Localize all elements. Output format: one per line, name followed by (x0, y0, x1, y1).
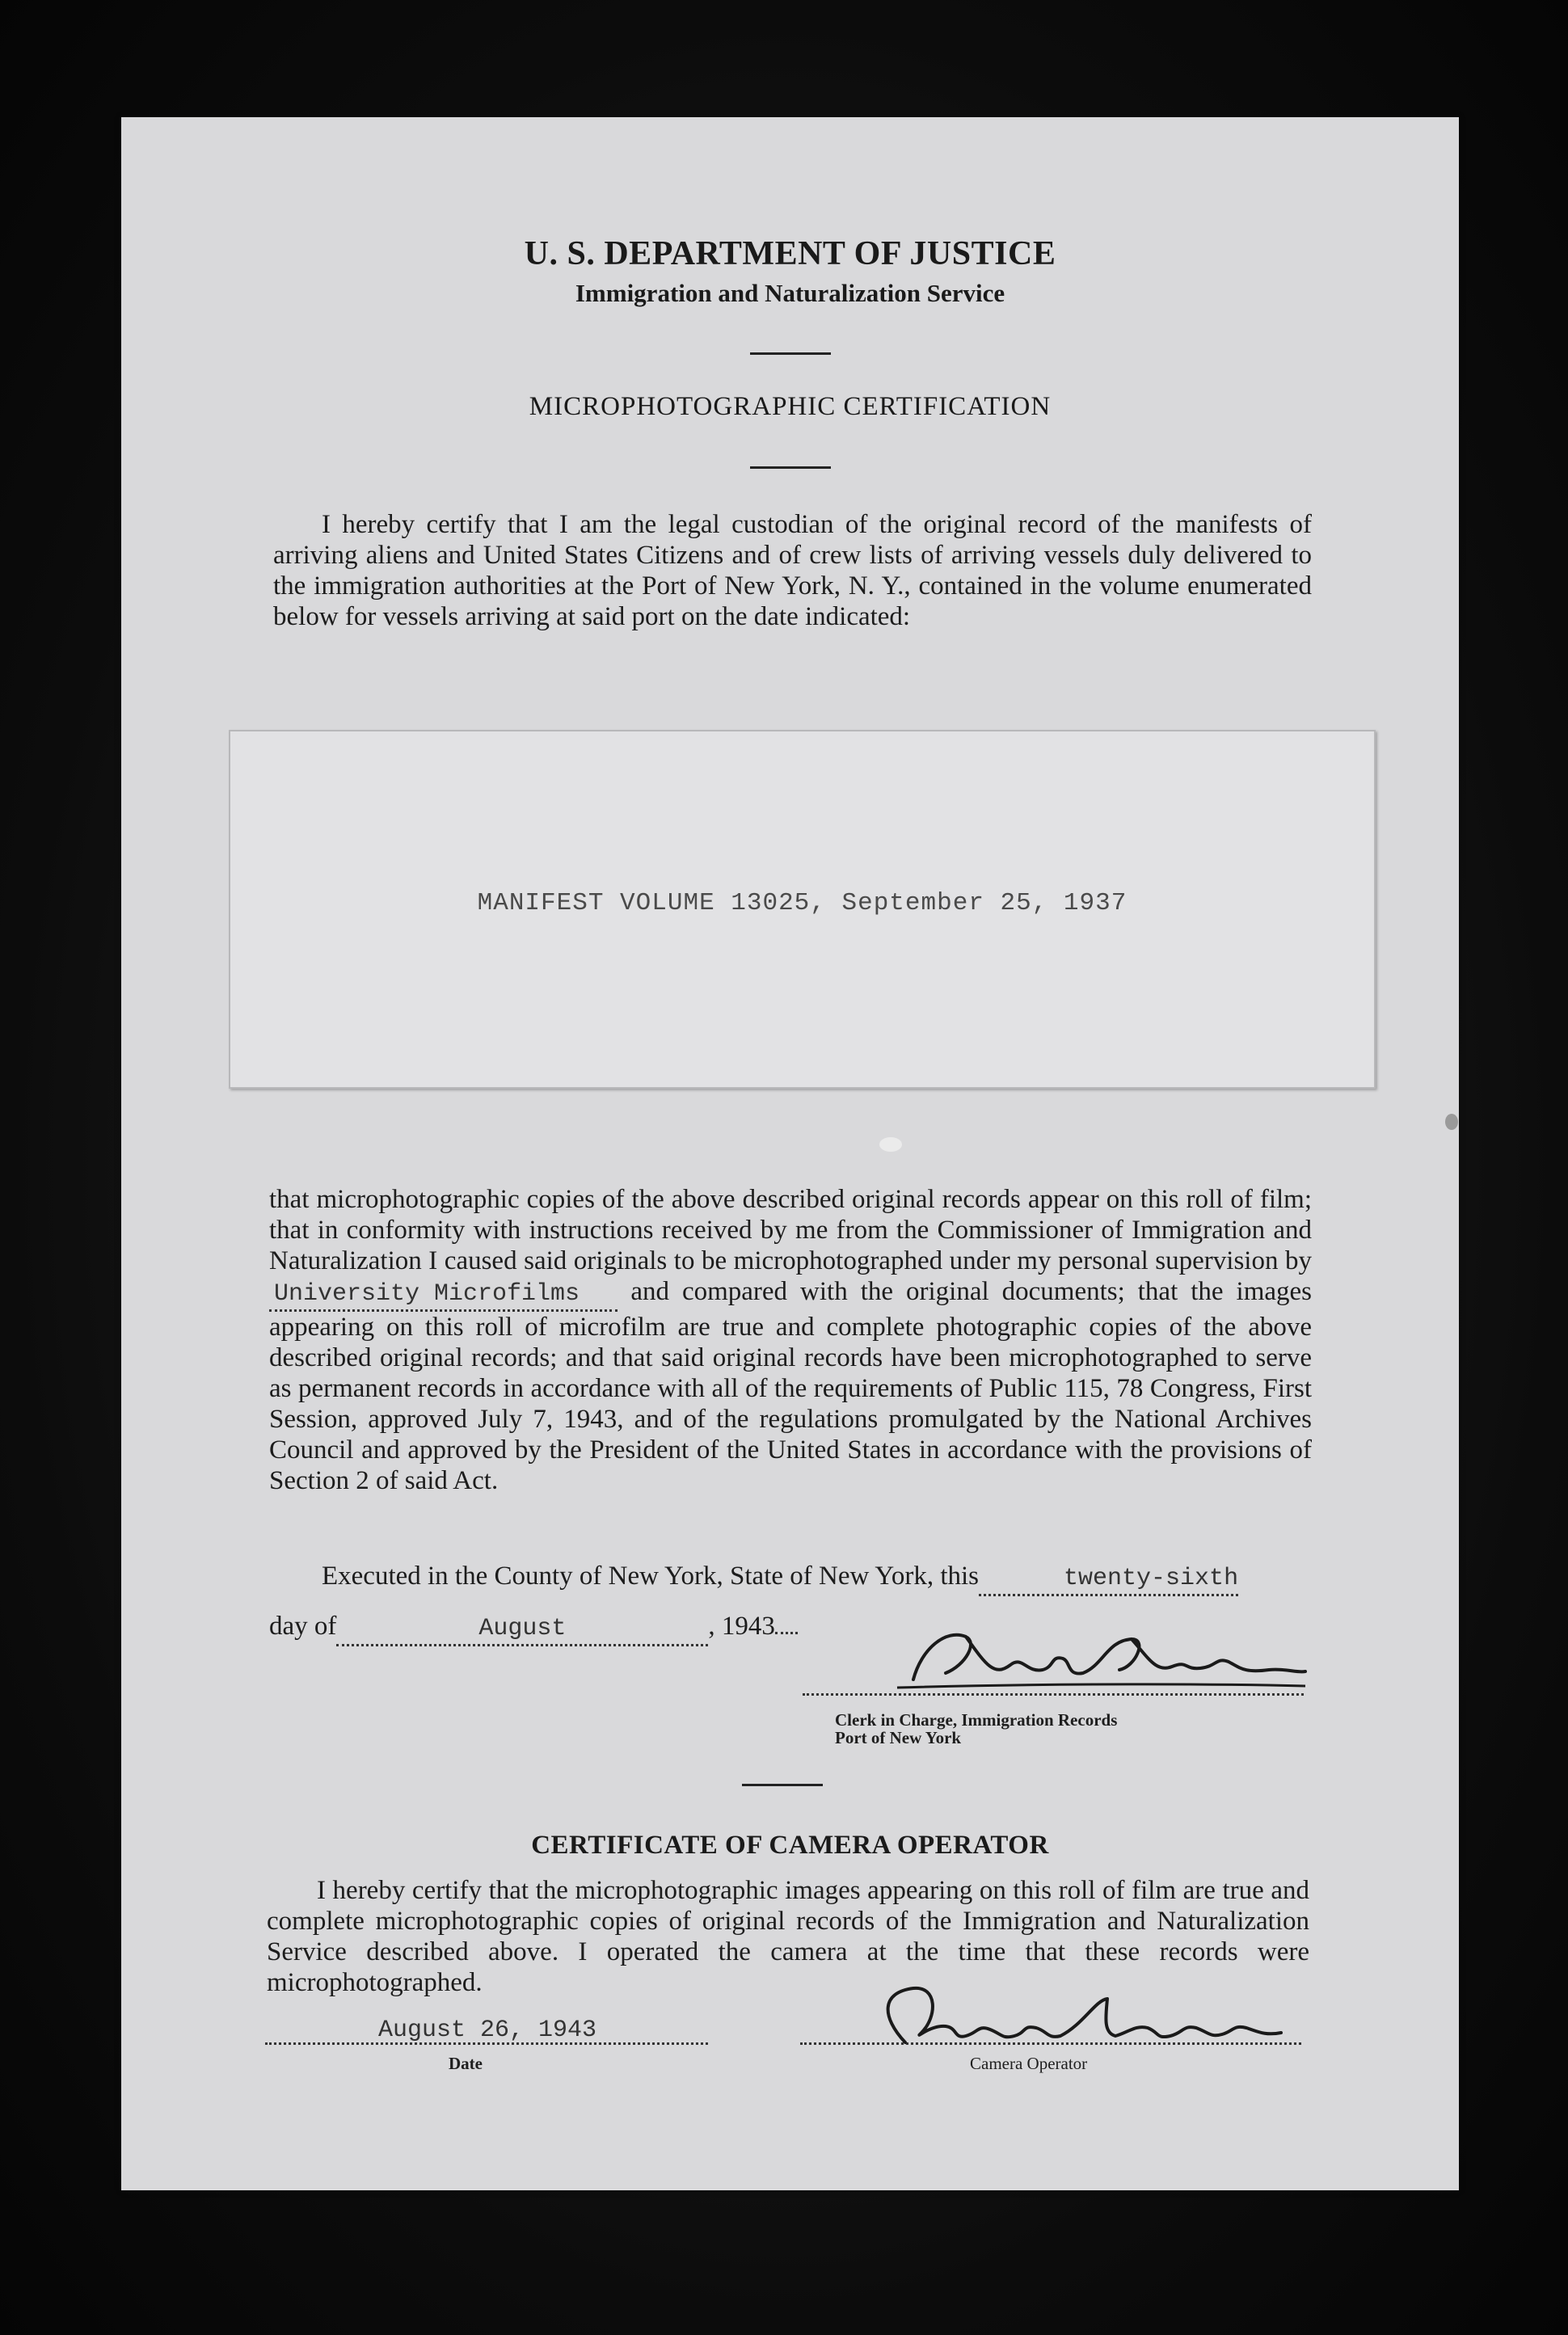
camera-operator-signature (849, 1968, 1285, 2065)
header-divider (750, 352, 831, 355)
clerk-title-line2: Port of New York (835, 1728, 962, 1747)
custodian-paragraph (273, 509, 1312, 632)
microphotography-paragraph (269, 1184, 1312, 1496)
execution-line (269, 1561, 1312, 1596)
film-speck (879, 1137, 902, 1152)
date-label: Date (449, 2054, 483, 2073)
body-text-part2: and compared with the original documents; that the images appearing on this roll of microfilm are true and complete photographic copies of the above described original records; and that said original records have been microphotographed to serve as permanent records in accordance with all of the requirements of Public 115, 78 Congress, First Session, approved July 7, 1943, and of the regulations promulgated by the National Archives Council and approved by the President of the United States in accordance with the provisions of Section 2 of said Act. (269, 1277, 1313, 1495)
operator-date: August 26, 1943 (378, 2017, 597, 2044)
clerk-title-line1: Clerk in Charge, Immigration Records (835, 1710, 1118, 1730)
certificate-page (121, 117, 1459, 2190)
custodian-paragraph-text: I hereby certify that I am the legal custodian of the original record of the manifests of arriving aliens and United States Citizens and of crew lists of arriving vessels duly delivered to the immigration authorities at the Port of New York, N. Y., contained in the volume enumerated below for vessels arriving at said port on the date indicated: (273, 510, 1312, 631)
day-of-line: day of August , 1943 (269, 1611, 997, 1646)
department-heading: U. S. DEPARTMENT OF JUSTICE (524, 235, 1056, 272)
title-divider (750, 466, 831, 469)
execution-day: twenty-sixth (1064, 1565, 1239, 1592)
section-divider (742, 1784, 823, 1786)
certification-title: MICROPHOTOGRAPHIC CERTIFICATION (529, 392, 1052, 421)
execution-month: August (478, 1615, 567, 1642)
manifest-volume-slip (229, 730, 1376, 1089)
film-speck-edge (1445, 1114, 1458, 1130)
year-trailing-dots (775, 1632, 798, 1634)
execution-prefix: Executed in the County of New York, State of New York, this (322, 1562, 980, 1591)
camera-operator-label: Camera Operator (970, 2054, 1088, 2073)
supervisor-name: University Microfilms (274, 1280, 580, 1308)
clerk-title (835, 1711, 1117, 1747)
camera-operator-heading: CERTIFICATE OF CAMERA OPERATOR (531, 1831, 1049, 1860)
service-subheading: Immigration and Naturalization Service (575, 279, 1005, 307)
execution-year: 1943 (721, 1612, 775, 1641)
month-field (336, 1611, 708, 1646)
manifest-volume-text: MANIFEST VOLUME 13025, September 25, 1937 (477, 889, 1128, 917)
camera-operator-text: I hereby certify that the microphotographic images appearing on this roll of film are true and complete microphotographic copies of original records of the Immigration and Naturalization Service described above. I operated the camera at the time that these records were microphotographed. (267, 1876, 1309, 1997)
supervisor-field (269, 1276, 618, 1312)
day-field (979, 1561, 1238, 1596)
clerk-signature (889, 1616, 1309, 1705)
body-text-part1: that microphotographic copies of the above described original records appear on this roll of film; that in conformity with instructions received by me from the Commissioner of Immigration and Naturalization I caused said originals to be microphotographed under my personal supervision by (269, 1185, 1312, 1275)
day-of-label: day of (269, 1612, 337, 1641)
